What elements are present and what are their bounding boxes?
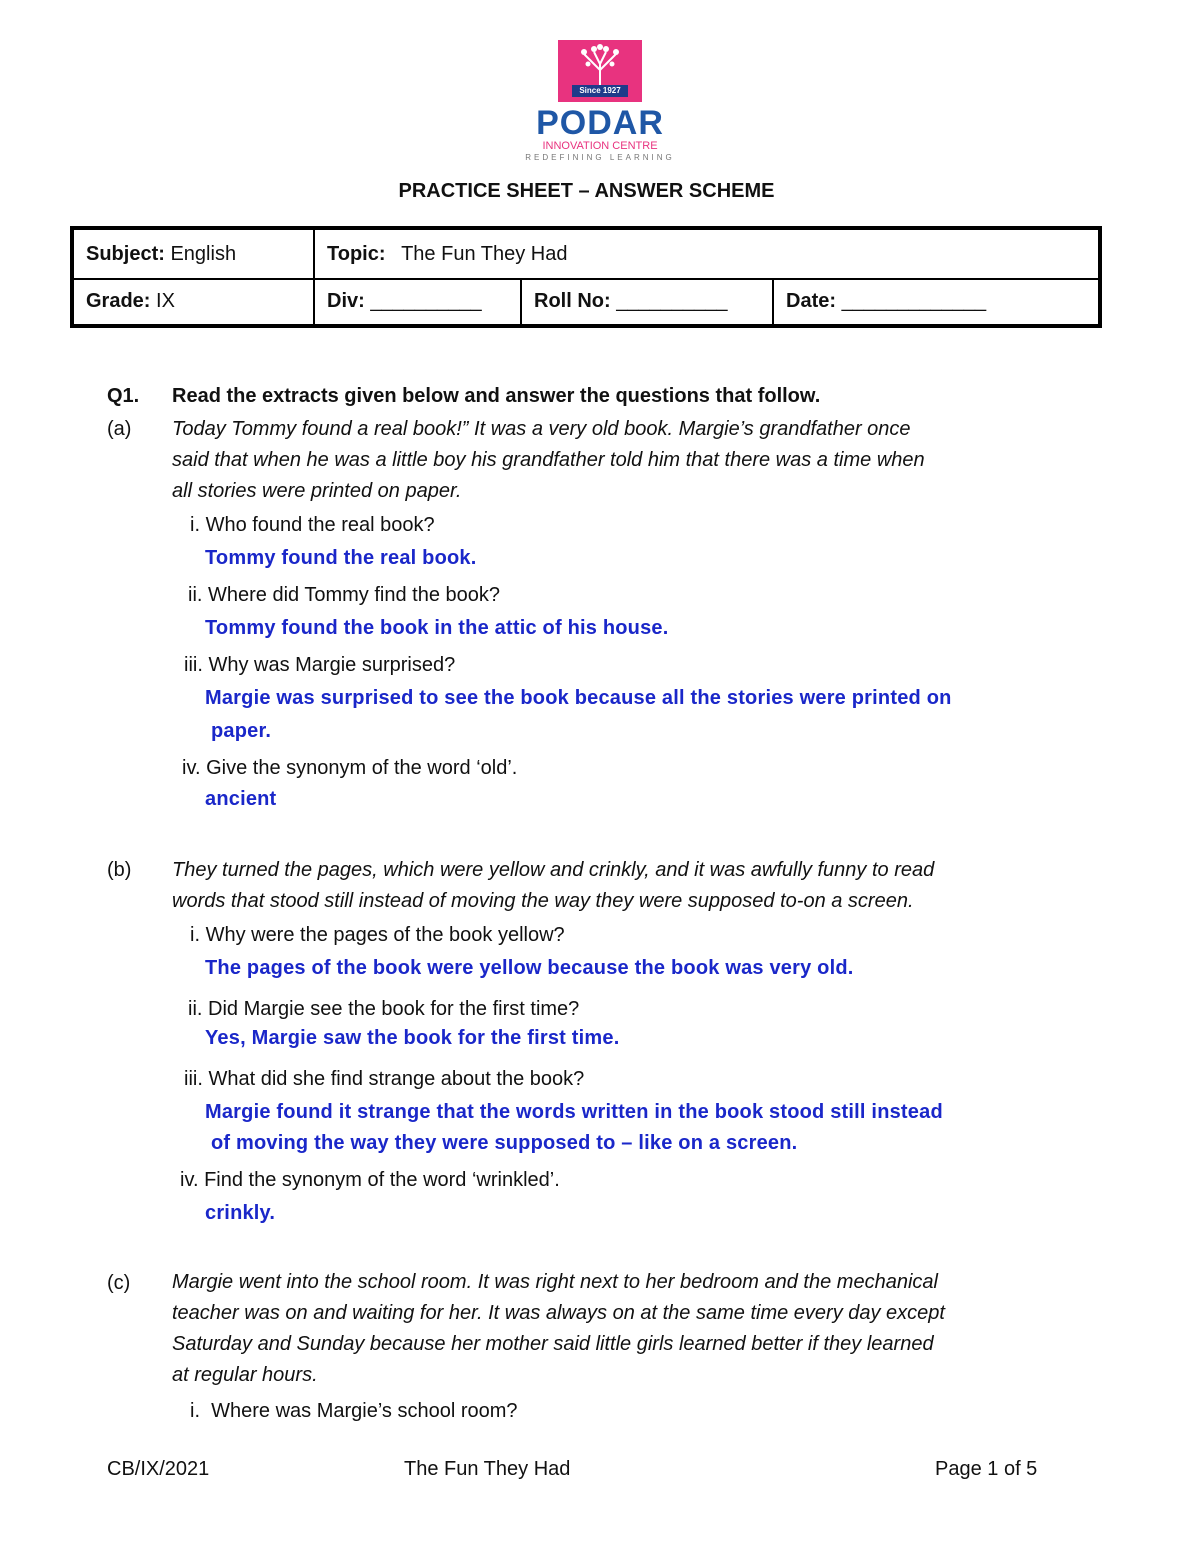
roll-label: Roll No: [534, 290, 611, 312]
extract-b-line: They turned the pages, which were yellow and crinkly, and it was awfully funny to read [172, 859, 935, 881]
part-c-label: (c) [107, 1272, 131, 1294]
date-field[interactable]: _____________ [841, 290, 987, 312]
question-item: iv. Find the synonym of the word ‘wrinkled’. [180, 1169, 560, 1191]
grade-cell [74, 280, 313, 324]
roll-cell [522, 280, 772, 324]
div-label: Div: [327, 290, 365, 312]
question-item: i. Why were the pages of the book yellow? [190, 924, 565, 946]
date-cell [774, 280, 1098, 324]
info-table [70, 226, 1102, 328]
subject-label: Subject: [86, 243, 165, 265]
div-cell [315, 280, 520, 324]
logo-since: Since 1927 [572, 85, 628, 97]
answer-text: Margie was surprised to see the book because all the stories were printed on [205, 687, 952, 709]
answer-text: paper. [211, 720, 272, 742]
logo-subtitle: INNOVATION CENTRE [542, 140, 658, 152]
extract-a-line: Today Tommy found a real book!” It was a very old book. Margie’s grandfather once [172, 418, 911, 440]
date-label: Date: [786, 290, 837, 312]
answer-text: Yes, Margie saw the book for the first time. [205, 1027, 620, 1049]
part-a-label: (a) [107, 418, 132, 440]
question-item: iii. What did she find strange about the book? [184, 1068, 585, 1090]
tree-logo-icon [558, 40, 642, 102]
question-instruction: Read the extracts given below and answer the questions that follow. [172, 385, 821, 407]
answer-text: crinkly. [205, 1202, 276, 1224]
question-item: ii. Did Margie see the book for the first time? [188, 998, 580, 1020]
extract-a-line: said that when he was a little boy his grandfather told him that there was a time when [172, 449, 925, 471]
answer-text: Tommy found the real book. [205, 547, 477, 569]
page-number: Page 1 of 5 [935, 1458, 1038, 1480]
answer-text: Tommy found the book in the attic of his house. [205, 617, 669, 639]
question-item: i. Where was Margie’s school room? [190, 1400, 518, 1422]
answer-text: ancient [205, 788, 277, 810]
grade-label: Grade: [86, 290, 151, 312]
question-number: Q1. [107, 385, 140, 407]
page-title: PRACTICE SHEET – ANSWER SCHEME [398, 180, 775, 202]
extract-a-line: all stories were printed on paper. [172, 480, 462, 502]
part-b-label: (b) [107, 859, 132, 881]
footer-title: The Fun They Had [404, 1458, 571, 1480]
answer-text: The pages of the book were yellow because the book was very old. [205, 957, 854, 979]
subject-cell [74, 230, 313, 278]
extract-b-line: words that stood still instead of moving the way they were supposed to-on a screen. [172, 890, 914, 912]
logo-tagline: REDEFINING LEARNING [525, 153, 675, 162]
school-logo [0, 40, 1200, 164]
question-item: ii. Where did Tommy find the book? [188, 584, 501, 606]
topic-label: Topic: [327, 243, 386, 265]
extract-c-line: teacher was on and waiting for her. It was always on at the same time every day except [172, 1302, 945, 1324]
footer-code: CB/IX/2021 [107, 1458, 210, 1480]
question-item: i. Who found the real book? [190, 514, 435, 536]
extract-c-line: at regular hours. [172, 1364, 318, 1386]
question-item: iv. Give the synonym of the word ‘old’. [182, 757, 518, 779]
logo-name: PODAR [536, 104, 664, 142]
roll-field[interactable]: __________ [616, 290, 728, 312]
extract-c-line: Margie went into the school room. It was right next to her bedroom and the mechanical [172, 1271, 938, 1293]
answer-text: of moving the way they were supposed to – like on a screen. [211, 1132, 798, 1154]
topic-value: The Fun They Had [401, 243, 568, 265]
question-item: iii. Why was Margie surprised? [184, 654, 456, 676]
div-field[interactable]: __________ [370, 290, 482, 312]
answer-text: Margie found it strange that the words written in the book stood still instead [205, 1101, 943, 1123]
tree-icon [558, 40, 642, 90]
subject-value: English [170, 243, 237, 265]
grade-value: IX [156, 290, 175, 312]
extract-c-line: Saturday and Sunday because her mother said little girls learned better if they learned [172, 1333, 934, 1355]
topic-cell [315, 230, 1095, 278]
